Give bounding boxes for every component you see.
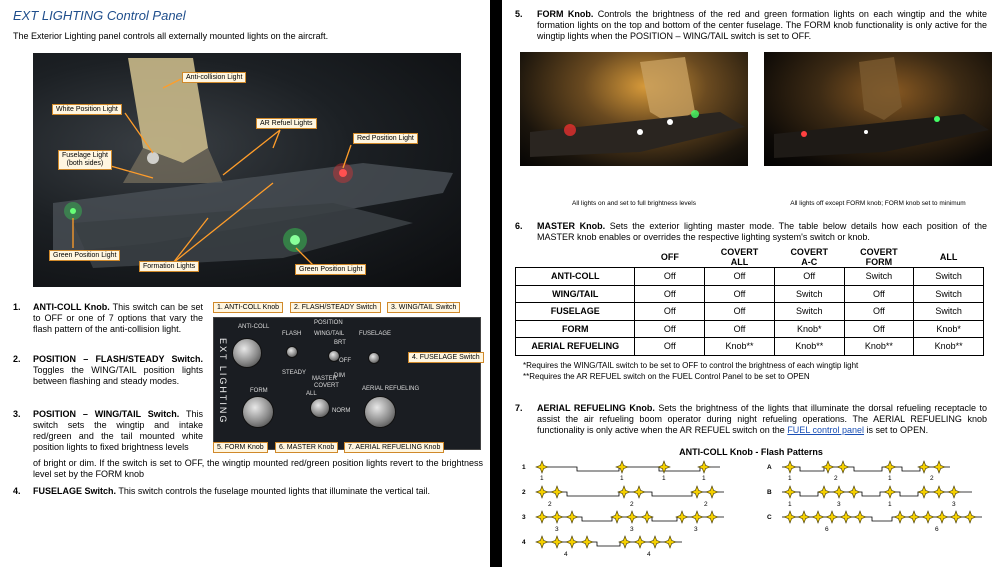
table-header-all	[914, 247, 984, 268]
table-header-covert-form-l1: COVERT	[860, 247, 898, 257]
fuselage-switch[interactable]	[368, 352, 380, 364]
panel-off-label: OFF	[339, 358, 351, 364]
item-4-heading: FUSELAGE Switch.	[33, 486, 117, 496]
wing-tail-switch[interactable]	[328, 350, 340, 362]
callout-anticoll-knob: 1. ANTI-COLL Knob	[213, 302, 283, 313]
table-header-covert-ac-l1: COVERT	[790, 247, 828, 257]
pattern-a-count-b: 2	[834, 475, 838, 482]
table-header-off	[635, 247, 705, 268]
callout-fuselage-switch: 4. FUSELAGE Switch	[408, 352, 484, 363]
pattern-1-label: 1	[522, 464, 526, 471]
table-cell: Off	[844, 303, 914, 321]
panel-aerial-refueling-label: AERIAL REFUELING	[362, 386, 420, 392]
table-header-covert-all-l1: COVERT	[720, 247, 759, 257]
panel-side-label: EXT LIGHTING	[218, 338, 228, 425]
label-anticollision-light: Anti-collision Light	[182, 72, 246, 83]
panel-fuselage-label: FUSELAGE	[359, 331, 392, 337]
item-3-body: This switch sets the wingtip and intake red/green and the tail mounted white position lights to fixed brightness levels	[33, 409, 203, 452]
right-page	[502, 0, 1000, 567]
table-note-2: **Requires the AR REFUEL switch on the FUEL Control Panel to be set to OPEN	[523, 372, 810, 381]
item-3-continued: of bright or dim. If the switch is set to OFF, the wingtip mounted red/green position lights revert to the brightness level set by the FORM knob	[33, 458, 483, 479]
label-white-position-light: White Position Light	[52, 104, 122, 115]
table-cell: Knob**	[914, 338, 984, 356]
photo-form-knob-min-illustration	[764, 52, 992, 166]
label-green-position-light-right: Green Position Light	[295, 264, 366, 275]
photo-form-knob-min	[764, 52, 992, 166]
intro-text: The Exterior Lighting panel controls all externally mounted lights on the aircraft.	[13, 31, 329, 41]
pattern-a-count-c: 1	[888, 475, 892, 482]
table-row	[516, 320, 984, 338]
callout-aerial-refueling-knob: 7. AERIAL REFUELING Knob	[344, 442, 444, 453]
table-cell: Switch	[844, 268, 914, 286]
table-cell: FORM	[516, 320, 635, 338]
callout-flash-steady-switch: 2. FLASH/STEADY Switch	[290, 302, 381, 313]
table-cell: Switch	[774, 303, 844, 321]
item-2-heading: POSITION – FLASH/STEADY Switch.	[33, 354, 203, 364]
table-cell: Off	[635, 285, 705, 303]
table-cell: Off	[635, 320, 705, 338]
flash-steady-switch[interactable]	[286, 346, 298, 358]
caption-all-lights-on: All lights on and set to full brightness levels	[572, 200, 696, 207]
item-5-body: Controls the brightness of the red and green formation lights on each wingtip and the white formation lights on the top and bottom of the center fuselage. The FORM knob functionality is only active for the wingtip lights when the POSITION – WING/TAIL switch is set to OFF.	[537, 9, 987, 41]
table-cell: Off	[844, 320, 914, 338]
item-1-text	[33, 302, 203, 335]
item-7-text	[537, 403, 987, 436]
pattern-2-label: 2	[522, 489, 526, 496]
callout-form-knob: 5. FORM Knob	[213, 442, 268, 453]
anticoll-knob[interactable]	[232, 338, 262, 368]
table-header-all-text: ALL	[939, 252, 958, 262]
panel-master-label: MASTER	[312, 376, 338, 382]
table-header-covert-form	[844, 247, 914, 268]
item-3-number: 3.	[13, 409, 21, 419]
photo-all-lights-on-illustration	[520, 52, 748, 166]
table-row	[516, 268, 984, 286]
pattern-b-count-c: 1	[888, 501, 892, 508]
item-6-heading: MASTER Knob.	[537, 221, 606, 231]
aerial-refueling-knob[interactable]	[364, 396, 396, 428]
item-5-number: 5.	[515, 9, 523, 19]
item-2-body: Toggles the WING/TAIL position lights between flashing and steady modes.	[33, 365, 203, 386]
pattern-4-count-b: 4	[647, 551, 651, 558]
pattern-b-count-b: 3	[837, 501, 841, 508]
table-cell: Off	[705, 268, 775, 286]
pattern-2-count-b: 2	[630, 501, 634, 508]
ext-lighting-panel	[213, 317, 481, 450]
pattern-4-label: 4	[522, 539, 526, 546]
table-cell: Off	[774, 268, 844, 286]
table-cell: Knob**	[705, 338, 775, 356]
item-2-number: 2.	[13, 354, 21, 364]
table-header-blank	[516, 247, 635, 268]
item-6-body: Sets the exterior lighting master mode. The table below details how each position of the MASTER knob enables or overrides the respective lighting system's switch or knob.	[537, 221, 987, 242]
item-4-text	[33, 486, 483, 497]
panel-all-label: ALL	[306, 391, 317, 397]
table-cell: Knob*	[774, 320, 844, 338]
panel-position-label: POSITION	[314, 320, 343, 326]
table-row	[516, 303, 984, 321]
pattern-c-count-b: 6	[935, 526, 939, 533]
item-6-number: 6.	[515, 221, 523, 231]
panel-steady-label: STEADY	[282, 370, 307, 376]
label-fuselage-light-line2: (both sides)	[66, 160, 104, 167]
item-3-heading: POSITION – WING/TAIL Switch.	[33, 409, 180, 419]
item-4-number: 4.	[13, 486, 21, 496]
table-cell: Off	[635, 303, 705, 321]
item-1-number: 1.	[13, 302, 21, 312]
table-header-row	[516, 247, 984, 268]
label-red-position-light: Red Position Light	[353, 133, 418, 144]
pattern-b-count-d: 3	[952, 501, 956, 508]
table-cell: Off	[635, 338, 705, 356]
pattern-b-count-a: 1	[788, 501, 792, 508]
panel-brt-label: BRT	[334, 340, 346, 346]
table-cell: Switch	[914, 303, 984, 321]
pattern-b-label: B	[767, 489, 772, 496]
panel-covert-label: COVERT	[314, 383, 339, 389]
pattern-3-count-c: 3	[694, 526, 698, 533]
pattern-3-count-a: 3	[555, 526, 559, 533]
table-header-covert-all	[705, 247, 775, 268]
flash-patterns-title: ANTI-COLL Knob - Flash Patterns	[679, 447, 823, 457]
table-header-covert-ac-l2: A-C	[801, 257, 818, 267]
pattern-4-count-a: 4	[564, 551, 568, 558]
table-header-covert-all-l2: ALL	[730, 257, 749, 267]
item-7-body: Sets the brightness of the lights that illuminate the dorsal refueling receptacle to assist the air refueling boom operator during night refueling operations. The AERIAL REFUELING knob functionality is only active when the AR REFUEL switch on the	[537, 403, 987, 435]
table-cell: Off	[635, 268, 705, 286]
table-cell: WING/TAIL	[516, 285, 635, 303]
item-6-text	[537, 221, 987, 243]
table-header-off-text: OFF	[660, 252, 679, 262]
label-fuselage-light-line1: Fuselage Light	[62, 152, 108, 159]
flash-patterns-diagram	[502, 457, 1000, 567]
panel-flash-label: FLASH	[282, 331, 302, 337]
table-cell: Knob**	[844, 338, 914, 356]
table-cell: Off	[844, 285, 914, 303]
pattern-3-count-b: 3	[630, 526, 634, 533]
pattern-2-count-a: 2	[548, 501, 552, 508]
table-cell: Knob**	[774, 338, 844, 356]
item-7-number: 7.	[515, 403, 523, 413]
table-header-covert-form-l2: FORM	[865, 257, 893, 267]
form-knob[interactable]	[242, 396, 274, 428]
table-cell: Switch	[774, 285, 844, 303]
callout-wing-tail-switch: 3. WING/TAIL Switch	[387, 302, 460, 313]
table-cell: FUSELAGE	[516, 303, 635, 321]
pattern-1-count-c: 1	[662, 475, 666, 482]
table-cell: Off	[705, 285, 775, 303]
photo-all-lights-on	[520, 52, 748, 166]
item-7-tail: is set to OPEN.	[866, 425, 929, 435]
fuel-control-panel-link[interactable]: FUEL control panel	[787, 425, 865, 435]
left-page	[0, 0, 490, 567]
panel-wingtail-label: WING/TAIL	[314, 331, 345, 337]
panel-anticoll-label: ANTI-COLL	[238, 324, 270, 330]
table-cell: Switch	[914, 268, 984, 286]
item-7-heading: AERIAL REFUELING Knob.	[537, 403, 655, 413]
pattern-3-label: 3	[522, 514, 526, 521]
callout-master-knob: 6. MASTER Knob	[275, 442, 338, 453]
item-5-heading: FORM Knob.	[537, 9, 594, 19]
panel-norm-label: NORM	[332, 408, 351, 414]
table-cell: ANTI-COLL	[516, 268, 635, 286]
item-1-body: This switch can be set to OFF or one of 7 options that vary the flash pattern of the anti-collision light.	[33, 302, 204, 334]
pattern-a-label: A	[767, 464, 772, 471]
page-title: EXT LIGHTING Control Panel	[13, 8, 186, 23]
panel-form-label: FORM	[250, 388, 268, 394]
caption-form-knob-min: All lights off except FORM knob; FORM knob set to minimum	[790, 200, 966, 207]
pattern-c-count-a: 6	[825, 526, 829, 533]
pattern-1-count-b: 1	[620, 475, 624, 482]
master-knob[interactable]	[310, 398, 330, 418]
table-row	[516, 338, 984, 356]
table-cell: Switch	[914, 285, 984, 303]
pattern-2-count-c: 2	[704, 501, 708, 508]
item-4-body: This switch controls the fuselage mounted lights that illuminate the vertical tail.	[118, 486, 431, 496]
item-2-text	[33, 354, 203, 387]
master-knob-table	[515, 247, 984, 356]
table-header-covert-ac	[774, 247, 844, 268]
table-row	[516, 285, 984, 303]
table-cell: Off	[705, 303, 775, 321]
pattern-a-count-d: 2	[930, 475, 934, 482]
item-3-text	[33, 409, 203, 453]
table-note-1: *Requires the WING/TAIL switch to be set to OFF to control the brightness of each wingtip light	[523, 361, 859, 370]
table-cell: Knob*	[914, 320, 984, 338]
pattern-1-count-d: 1	[702, 475, 706, 482]
item-1-heading: ANTI-COLL Knob.	[33, 302, 110, 312]
table-cell: Off	[705, 320, 775, 338]
aircraft-lights-photo	[33, 53, 461, 287]
panel-dim-label: DIM	[334, 373, 345, 379]
item-5-text	[537, 9, 987, 42]
label-ar-refuel-lights: AR Refuel Lights	[256, 118, 317, 129]
label-green-position-light-left: Green Position Light	[49, 250, 120, 261]
pattern-a-count-a: 1	[788, 475, 792, 482]
label-fuselage-light	[58, 150, 112, 170]
table-cell: AERIAL REFUELING	[516, 338, 635, 356]
pattern-c-label: C	[767, 514, 772, 521]
pattern-1-count-a: 1	[540, 475, 544, 482]
label-formation-lights: Formation Lights	[139, 261, 199, 272]
